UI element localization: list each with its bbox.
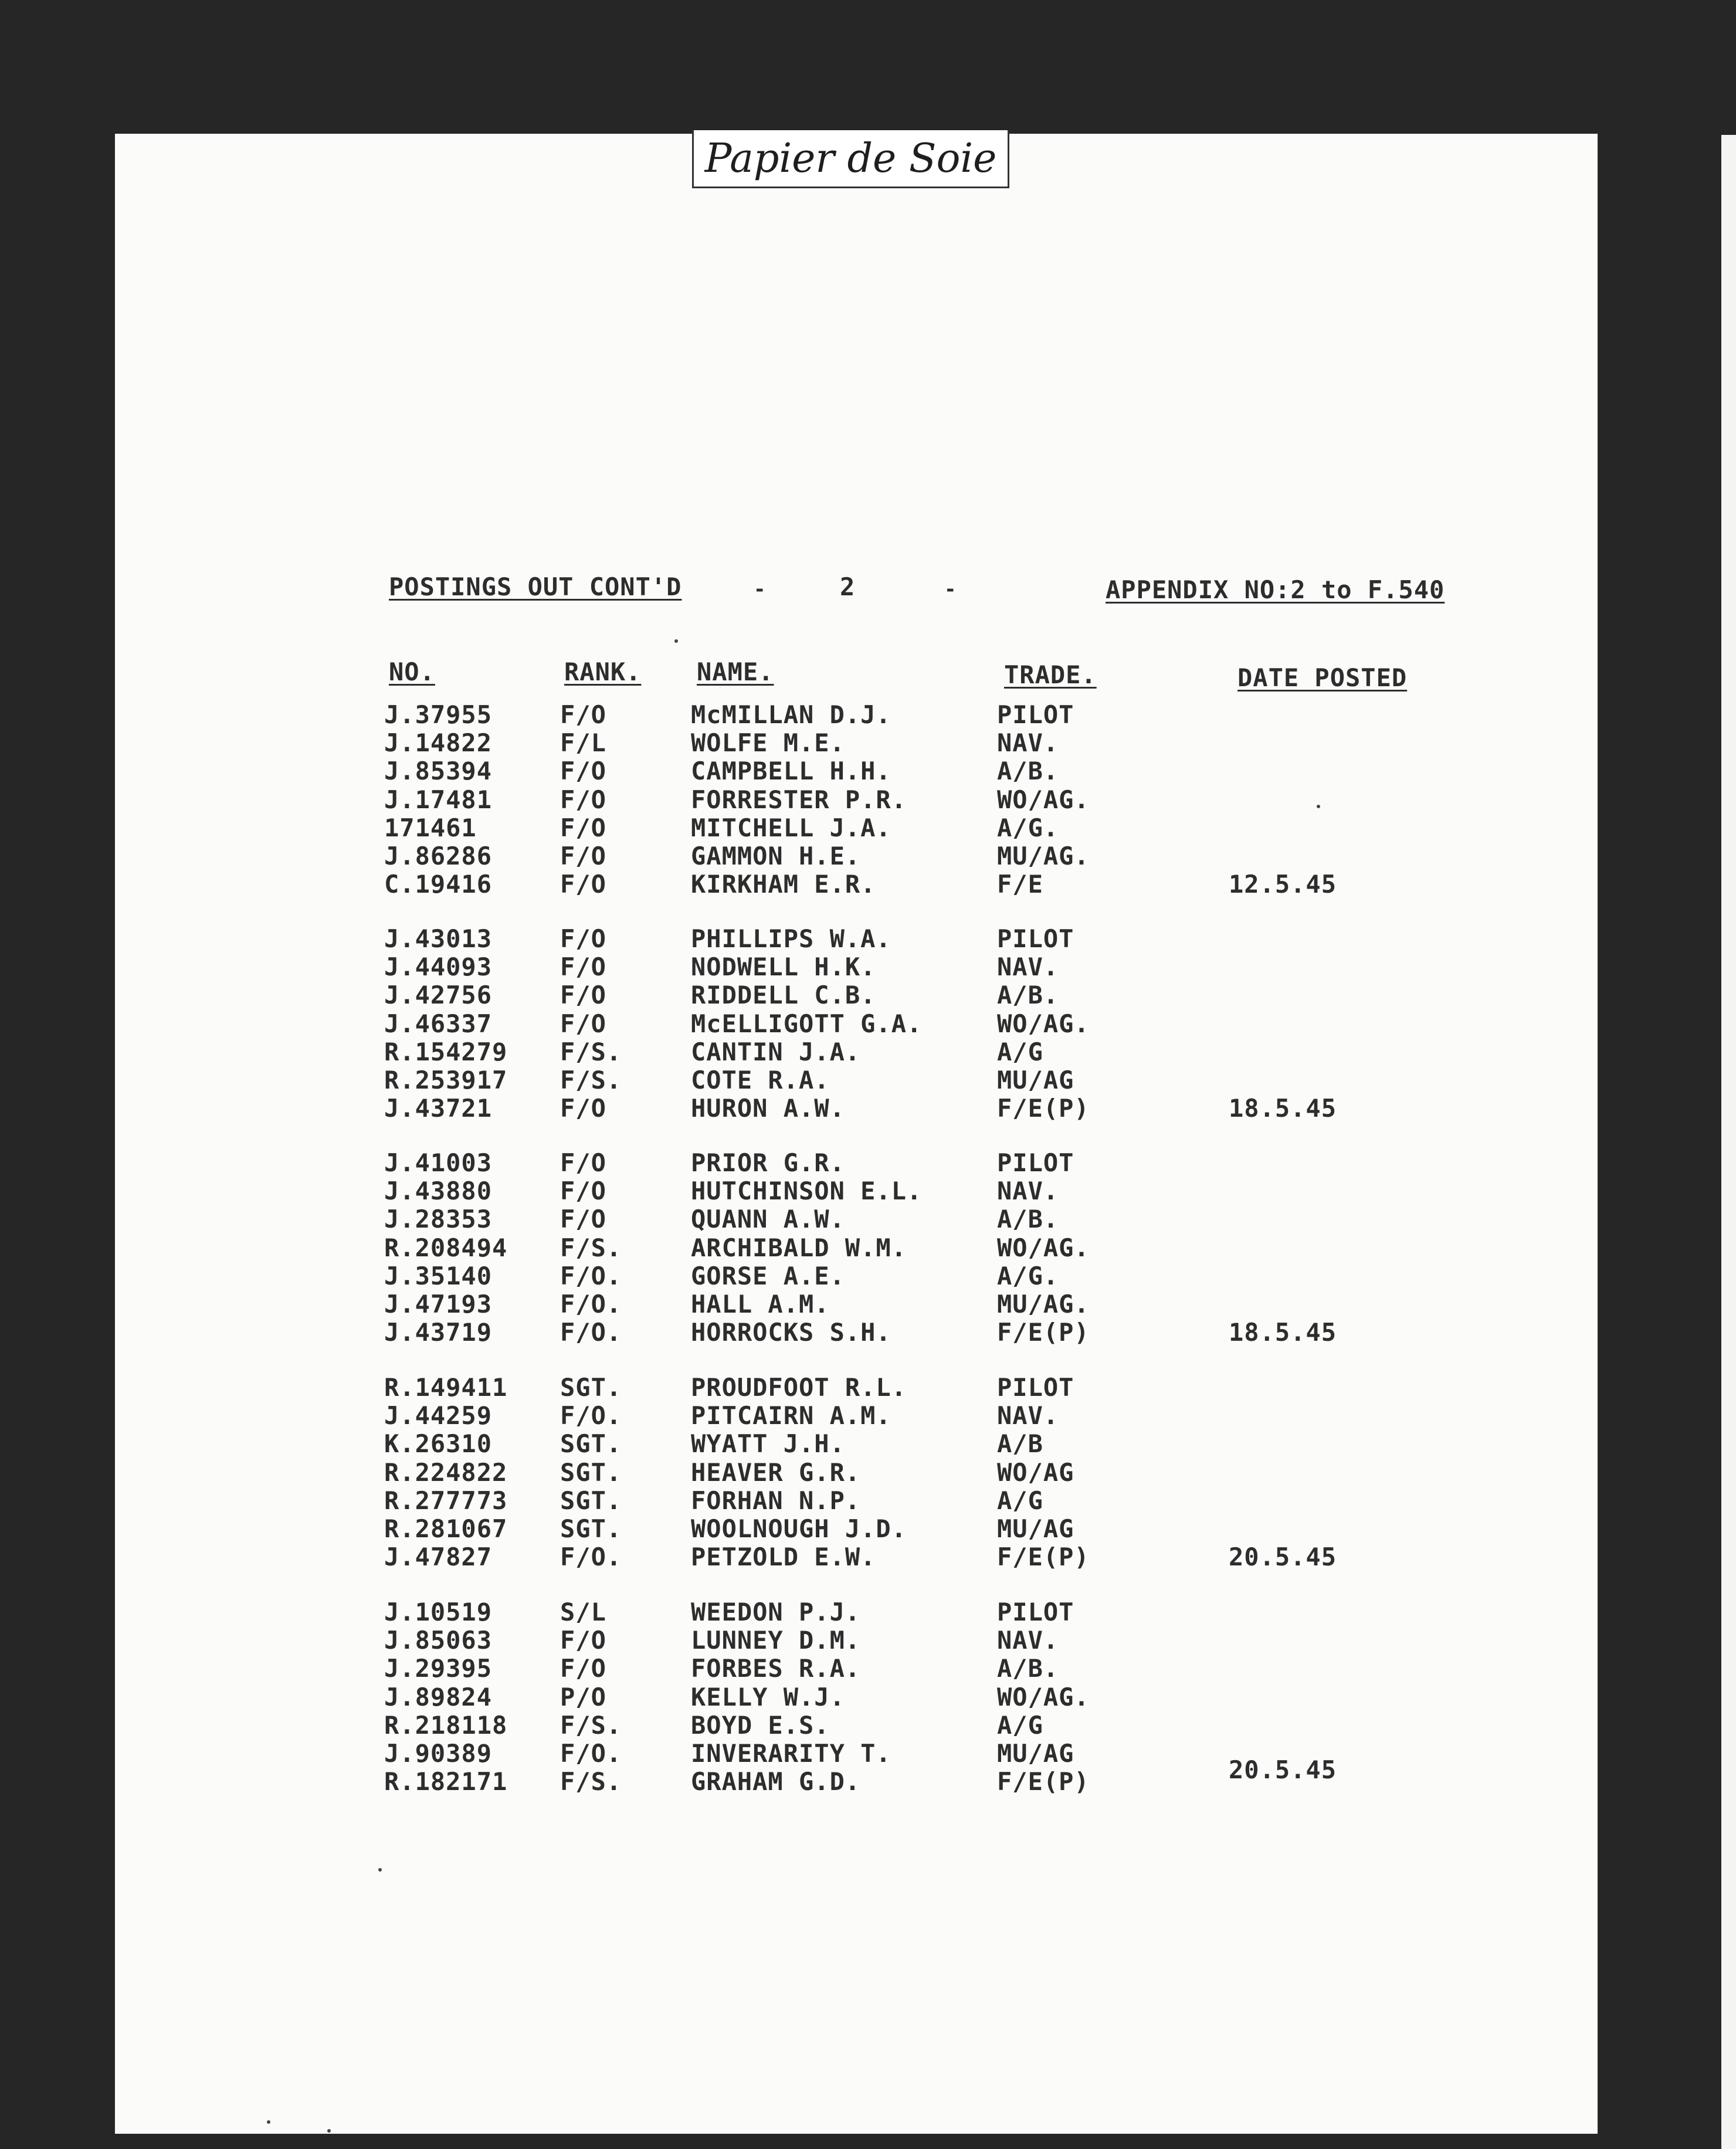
roster-cell-name: BOYD E.S. [691, 1710, 830, 1740]
roster-cell-no: R.149411 [384, 1373, 508, 1402]
roster-cell-name: McELLIGOTT G.A. [691, 1009, 923, 1038]
roster-cell-no: J.89824 [384, 1682, 493, 1711]
roster-cell-no: J.41003 [384, 1148, 493, 1177]
roster-cell-trade: NAV. [997, 728, 1059, 758]
roster-cell-name: FORRESTER P.R. [691, 785, 907, 814]
roster-cell-name: McMILLAN D.J. [691, 700, 891, 729]
adjacent-page-edge [1721, 135, 1736, 2149]
roster-cell-rank: F/O [560, 1094, 606, 1123]
roster-cell-trade: F/E(P) [997, 1094, 1090, 1123]
roster-cell-name: WEEDON P.J. [691, 1598, 861, 1626]
roster-cell-name: CANTIN J.A. [691, 1037, 861, 1066]
roster-cell-name: HEAVER G.R. [691, 1457, 861, 1487]
roster-cell-rank: F/O [560, 757, 606, 786]
roster-cell-trade: MU/AG [997, 1739, 1074, 1768]
roster-cell-trade: MU/AG [997, 1066, 1074, 1094]
roster-cell-rank: F/O [560, 981, 606, 1010]
roster-cell-trade: PILOT [997, 1373, 1074, 1402]
roster-cell-rank: F/O [560, 700, 606, 729]
roster-cell-rank: F/O [560, 1148, 606, 1177]
roster-cell-rank: F/O [560, 1654, 606, 1683]
roster-cell-name: WOOLNOUGH J.D. [691, 1514, 907, 1543]
roster-cell-rank: F/S. [560, 1710, 622, 1740]
roster-cell-rank: SGT. [560, 1457, 622, 1487]
roster-cell-trade: F/E(P) [997, 1767, 1090, 1797]
roster-cell-no: J.29395 [384, 1654, 493, 1683]
roster-cell-rank: F/O [560, 1177, 606, 1206]
document-page [115, 134, 1598, 2134]
roster-cell-trade: A/G [997, 1710, 1043, 1740]
roster-cell-trade: PILOT [997, 1598, 1074, 1626]
roster-cell-trade: MU/AG. [997, 842, 1090, 870]
roster-cell-name: NODWELL H.K. [691, 953, 876, 982]
roster-cell-trade: WO/AG. [997, 785, 1090, 814]
roster-cell-trade: A/G [997, 1037, 1043, 1066]
roster-cell-name: GRAHAM G.D. [691, 1767, 861, 1797]
appendix-reference: APPENDIX NO:2 to F.540 [1106, 575, 1445, 604]
roster-cell-rank: SGT. [560, 1373, 622, 1402]
roster-cell-name: FORBES R.A. [691, 1654, 861, 1683]
roster-cell-no: R.208494 [384, 1233, 508, 1262]
roster-cell-no: J.85063 [384, 1626, 493, 1655]
roster-cell-no: J.46337 [384, 1009, 493, 1038]
roster-cell-trade: PILOT [997, 1148, 1074, 1177]
roster-cell-trade: F/E(P) [997, 1543, 1090, 1572]
roster-cell-name: HURON A.W. [691, 1094, 845, 1123]
slip-label: Papier de Soie [692, 130, 1009, 188]
roster-cell-name: COTE R.A. [691, 1066, 830, 1094]
scan-speck [378, 1868, 382, 1872]
column-header-rank: RANK. [564, 657, 642, 686]
column-header-no: NO. [389, 657, 435, 686]
roster-cell-rank: F/O. [560, 1401, 622, 1431]
roster-cell-name: PROUDFOOT R.L. [691, 1373, 907, 1402]
section-title: POSTINGS OUT CONT'D [389, 572, 682, 601]
roster-cell-trade: A/G. [997, 813, 1059, 842]
roster-cell-name: GORSE A.E. [691, 1261, 845, 1290]
roster-cell-name: MITCHELL J.A. [691, 813, 891, 842]
roster-cell-no: J.44259 [384, 1401, 493, 1431]
roster-cell-rank: SGT. [560, 1486, 622, 1515]
roster-cell-name: FORHAN N.P. [691, 1486, 861, 1515]
roster-cell-trade: WO/AG [997, 1457, 1074, 1487]
roster-cell-no: J.28353 [384, 1205, 493, 1234]
roster-cell-rank: F/O [560, 1205, 606, 1234]
roster-cell-no: R.154279 [384, 1037, 508, 1066]
roster-cell-rank: SGT. [560, 1514, 622, 1543]
roster-cell-rank: F/O [560, 785, 606, 814]
roster-cell-name: PETZOLD E.W. [691, 1543, 876, 1572]
roster-cell-no: R.224822 [384, 1457, 508, 1487]
roster-cell-trade: A/G [997, 1486, 1043, 1515]
roster-cell-trade: NAV. [997, 953, 1059, 982]
roster-cell-no: R.281067 [384, 1514, 508, 1543]
column-header-date: DATE POSTED [1237, 663, 1408, 692]
roster-cell-trade: A/B. [997, 1654, 1059, 1683]
roster-cell-trade: A/G. [997, 1261, 1059, 1290]
roster-cell-trade: PILOT [997, 924, 1074, 953]
column-header-trade: TRADE. [1004, 660, 1097, 689]
date-posted: 18.5.45 [1229, 1094, 1337, 1123]
roster-cell-name: WYATT J.H. [691, 1429, 845, 1459]
roster-cell-trade: MU/AG. [997, 1290, 1090, 1318]
roster-cell-rank: P/O [560, 1682, 606, 1711]
roster-cell-name: HUTCHINSON E.L. [691, 1177, 923, 1206]
scan-speck [267, 2120, 270, 2124]
header-dash-left: - [754, 578, 766, 601]
roster-cell-no: J.10519 [384, 1598, 493, 1626]
roster-cell-trade: A/B. [997, 981, 1059, 1010]
roster-cell-trade: F/E [997, 870, 1043, 899]
roster-cell-no: J.43719 [384, 1318, 493, 1347]
roster-cell-rank: F/O. [560, 1290, 622, 1318]
roster-cell-no: K.26310 [384, 1429, 493, 1459]
roster-cell-name: KIRKHAM E.R. [691, 870, 876, 899]
roster-cell-no: J.35140 [384, 1261, 493, 1290]
roster-cell-trade: F/E(P) [997, 1318, 1090, 1347]
roster-cell-rank: F/O. [560, 1739, 622, 1768]
roster-cell-no: 171461 [384, 813, 477, 842]
roster-cell-name: GAMMON H.E. [691, 842, 861, 870]
roster-cell-rank: F/O. [560, 1318, 622, 1347]
roster-cell-rank: F/O [560, 842, 606, 870]
roster-cell-trade: NAV. [997, 1626, 1059, 1655]
roster-cell-name: PITCAIRN A.M. [691, 1401, 891, 1431]
date-posted: 20.5.45 [1229, 1543, 1337, 1572]
roster-cell-rank: F/O. [560, 1261, 622, 1290]
roster-cell-no: J.85394 [384, 757, 493, 786]
roster-cell-no: J.44093 [384, 953, 493, 982]
roster-cell-rank: F/S. [560, 1767, 622, 1797]
roster-cell-no: J.37955 [384, 700, 493, 729]
date-posted: 18.5.45 [1229, 1318, 1337, 1347]
roster-cell-no: J.47827 [384, 1543, 493, 1572]
header-dash-right: - [944, 578, 957, 601]
roster-cell-rank: F/S. [560, 1233, 622, 1262]
roster-cell-trade: NAV. [997, 1177, 1059, 1206]
roster-cell-no: R.218118 [384, 1710, 508, 1740]
scan-speck [327, 2129, 331, 2133]
roster-cell-rank: F/O [560, 1626, 606, 1655]
roster-cell-name: PHILLIPS W.A. [691, 924, 891, 953]
roster-cell-no: J.17481 [384, 785, 493, 814]
roster-cell-rank: F/O [560, 1009, 606, 1038]
roster-cell-name: LUNNEY D.M. [691, 1626, 861, 1655]
roster-cell-trade: A/B [997, 1429, 1043, 1459]
roster-cell-no: J.43721 [384, 1094, 493, 1123]
date-posted: 20.5.45 [1229, 1755, 1337, 1785]
roster-cell-name: CAMPBELL H.H. [691, 757, 891, 786]
page-number: 2 [840, 572, 856, 601]
roster-cell-no: J.90389 [384, 1739, 493, 1768]
roster-cell-rank: F/O [560, 924, 606, 953]
roster-cell-no: J.43880 [384, 1177, 493, 1206]
roster-cell-rank: F/O [560, 953, 606, 982]
roster-cell-rank: SGT. [560, 1429, 622, 1459]
roster-cell-name: QUANN A.W. [691, 1205, 845, 1234]
roster-cell-no: J.86286 [384, 842, 493, 870]
column-header-name: NAME. [697, 657, 774, 686]
roster-cell-trade: WO/AG. [997, 1682, 1090, 1711]
roster-cell-trade: A/B. [997, 757, 1059, 786]
roster-cell-name: INVERARITY T. [691, 1739, 891, 1768]
roster-cell-rank: F/S. [560, 1037, 622, 1066]
roster-cell-no: R.277773 [384, 1486, 508, 1515]
roster-cell-trade: MU/AG [997, 1514, 1074, 1543]
roster-cell-trade: PILOT [997, 700, 1074, 729]
roster-cell-trade: WO/AG. [997, 1233, 1090, 1262]
roster-cell-no: J.14822 [384, 728, 493, 758]
roster-cell-no: J.42756 [384, 981, 493, 1010]
roster-cell-name: KELLY W.J. [691, 1682, 845, 1711]
scan-speck [674, 639, 678, 643]
roster-cell-rank: F/S. [560, 1066, 622, 1094]
roster-cell-trade: WO/AG. [997, 1009, 1090, 1038]
roster-cell-name: ARCHIBALD W.M. [691, 1233, 907, 1262]
roster-cell-rank: F/L [560, 728, 606, 758]
roster-cell-no: R.253917 [384, 1066, 508, 1094]
roster-cell-no: J.47193 [384, 1290, 493, 1318]
roster-cell-no: J.43013 [384, 924, 493, 953]
roster-cell-name: PRIOR G.R. [691, 1148, 845, 1177]
roster-cell-rank: F/O. [560, 1543, 622, 1572]
scan-speck [1317, 805, 1320, 808]
roster-cell-name: HALL A.M. [691, 1290, 830, 1318]
roster-cell-name: HORROCKS S.H. [691, 1318, 891, 1347]
roster-cell-no: R.182171 [384, 1767, 508, 1797]
roster-cell-name: RIDDELL C.B. [691, 981, 876, 1010]
date-posted: 12.5.45 [1229, 870, 1337, 899]
roster-cell-rank: F/O [560, 870, 606, 899]
roster-cell-name: WOLFE M.E. [691, 728, 845, 758]
roster-cell-trade: A/B. [997, 1205, 1059, 1234]
roster-cell-trade: NAV. [997, 1401, 1059, 1431]
roster-cell-rank: S/L [560, 1598, 606, 1626]
roster-cell-no: C.19416 [384, 870, 493, 899]
roster-cell-rank: F/O [560, 813, 606, 842]
